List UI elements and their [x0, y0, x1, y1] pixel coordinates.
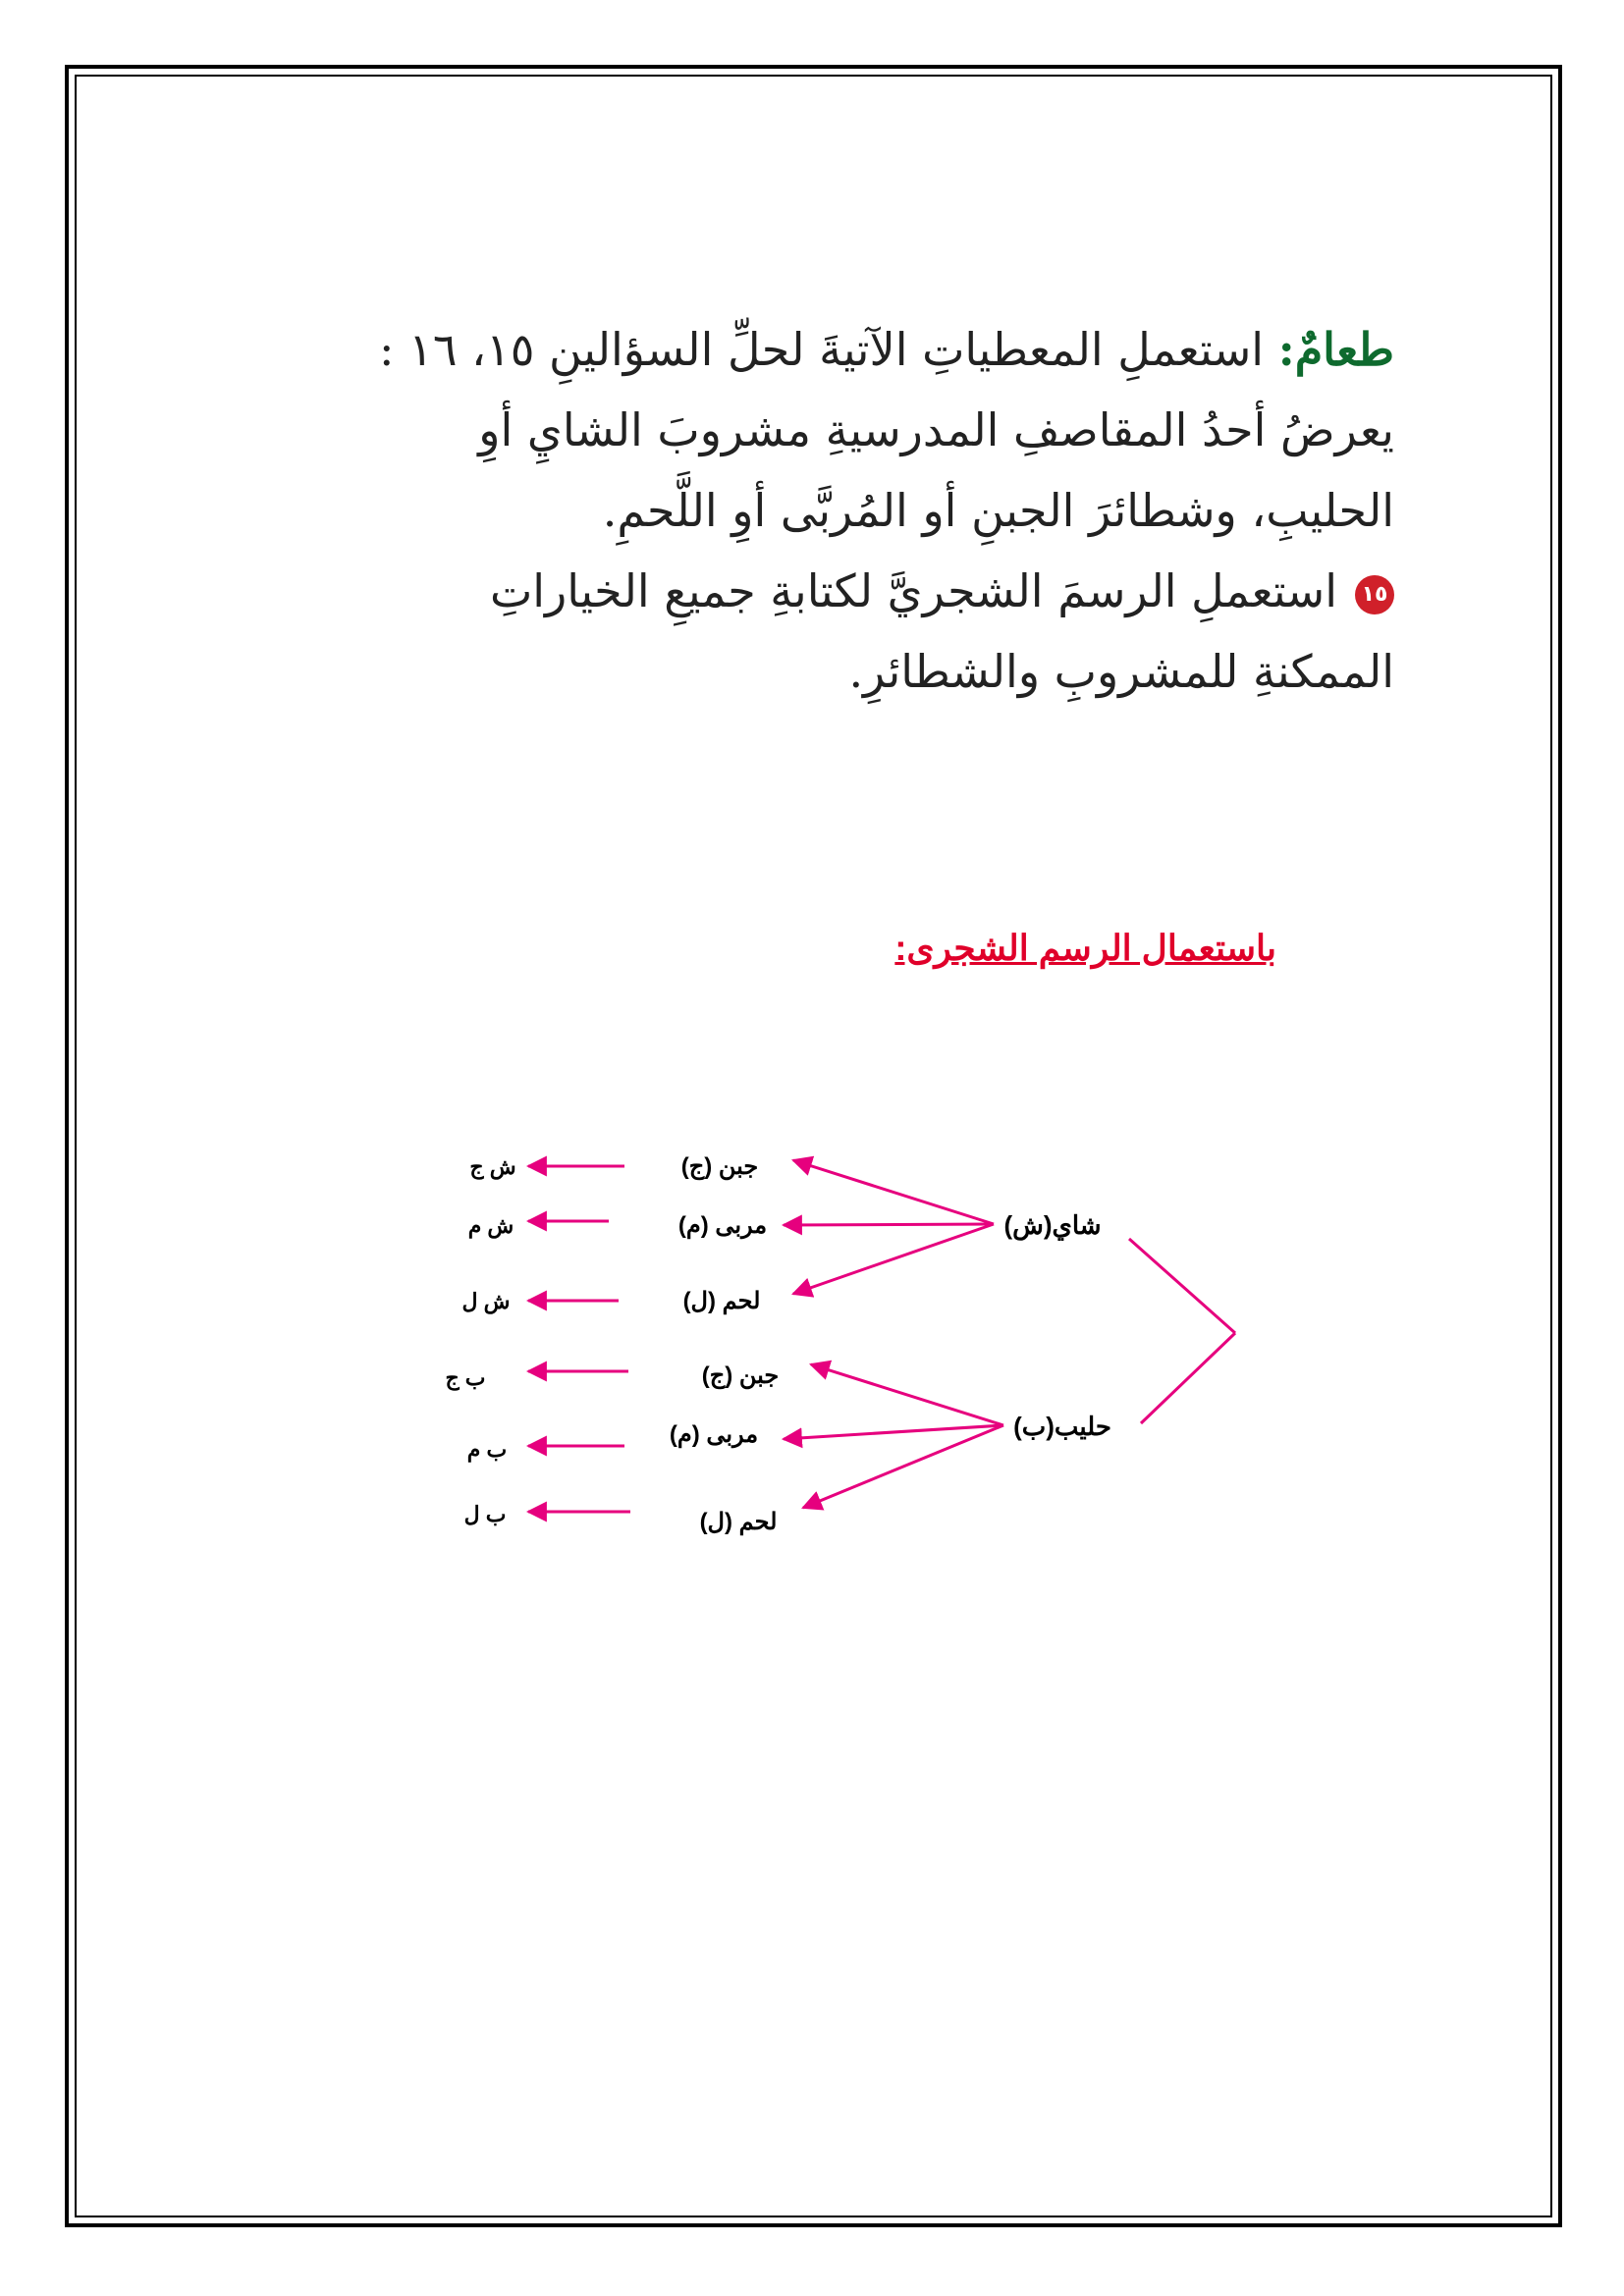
branch-arrow	[784, 1224, 994, 1225]
problem-line-2: يعرضُ أحدُ المقاصفِ المدرسيةِ مشروبَ الشايِ أوِ	[478, 403, 1394, 456]
tree-lines	[528, 1160, 1235, 1512]
question-text-1: استعملِ الرسمَ الشجريَّ لكتابةِ جميعِ الخياراتِ	[489, 564, 1337, 617]
problem-line-3: الحليبِ، وشطائرَ الجبنِ أو المُربَّى أوِ اللَّحمِ.	[602, 484, 1394, 537]
result-label: ش ل	[461, 1289, 511, 1313]
root-branch-lower	[1141, 1333, 1235, 1423]
result-label: ب ل	[463, 1502, 507, 1526]
item-node: جبن (ج)	[680, 1153, 759, 1180]
result-label: ش م	[467, 1213, 514, 1238]
item-node: لحم (ل)	[699, 1509, 778, 1535]
drink-node: شاي(ش)	[1003, 1210, 1102, 1240]
result-label: ب م	[466, 1437, 508, 1462]
drink-node: حليب(ب)	[1013, 1412, 1111, 1441]
branch-arrow	[803, 1425, 1003, 1508]
topic-label: طعامٌ:	[1277, 323, 1394, 376]
branch-arrow	[811, 1364, 1003, 1425]
intro-text: استعملِ المعطياتِ الآتيةَ لحلِّ السؤالينِ ١٥، ١٦ :	[379, 323, 1265, 376]
branch-arrow	[784, 1425, 1003, 1439]
result-label: ش ج	[469, 1154, 516, 1179]
item-node: لحم (ل)	[682, 1288, 761, 1314]
result-label: ب ج	[445, 1365, 486, 1390]
item-node: جبن (ج)	[701, 1362, 780, 1389]
branch-arrow	[793, 1160, 994, 1224]
root-branch-upper	[1129, 1239, 1235, 1333]
question-line-2: الممكنةِ للمشروبِ والشطائرِ.	[848, 645, 1394, 698]
question-number-badge: ١٥	[1355, 575, 1394, 614]
item-node: مربى (م)	[669, 1421, 759, 1448]
item-node: مربى (م)	[677, 1212, 768, 1239]
tree-labels	[445, 1153, 1110, 1536]
branch-arrow	[793, 1224, 994, 1294]
section-heading: باستعمال الرسم الشجرى:	[894, 928, 1276, 968]
